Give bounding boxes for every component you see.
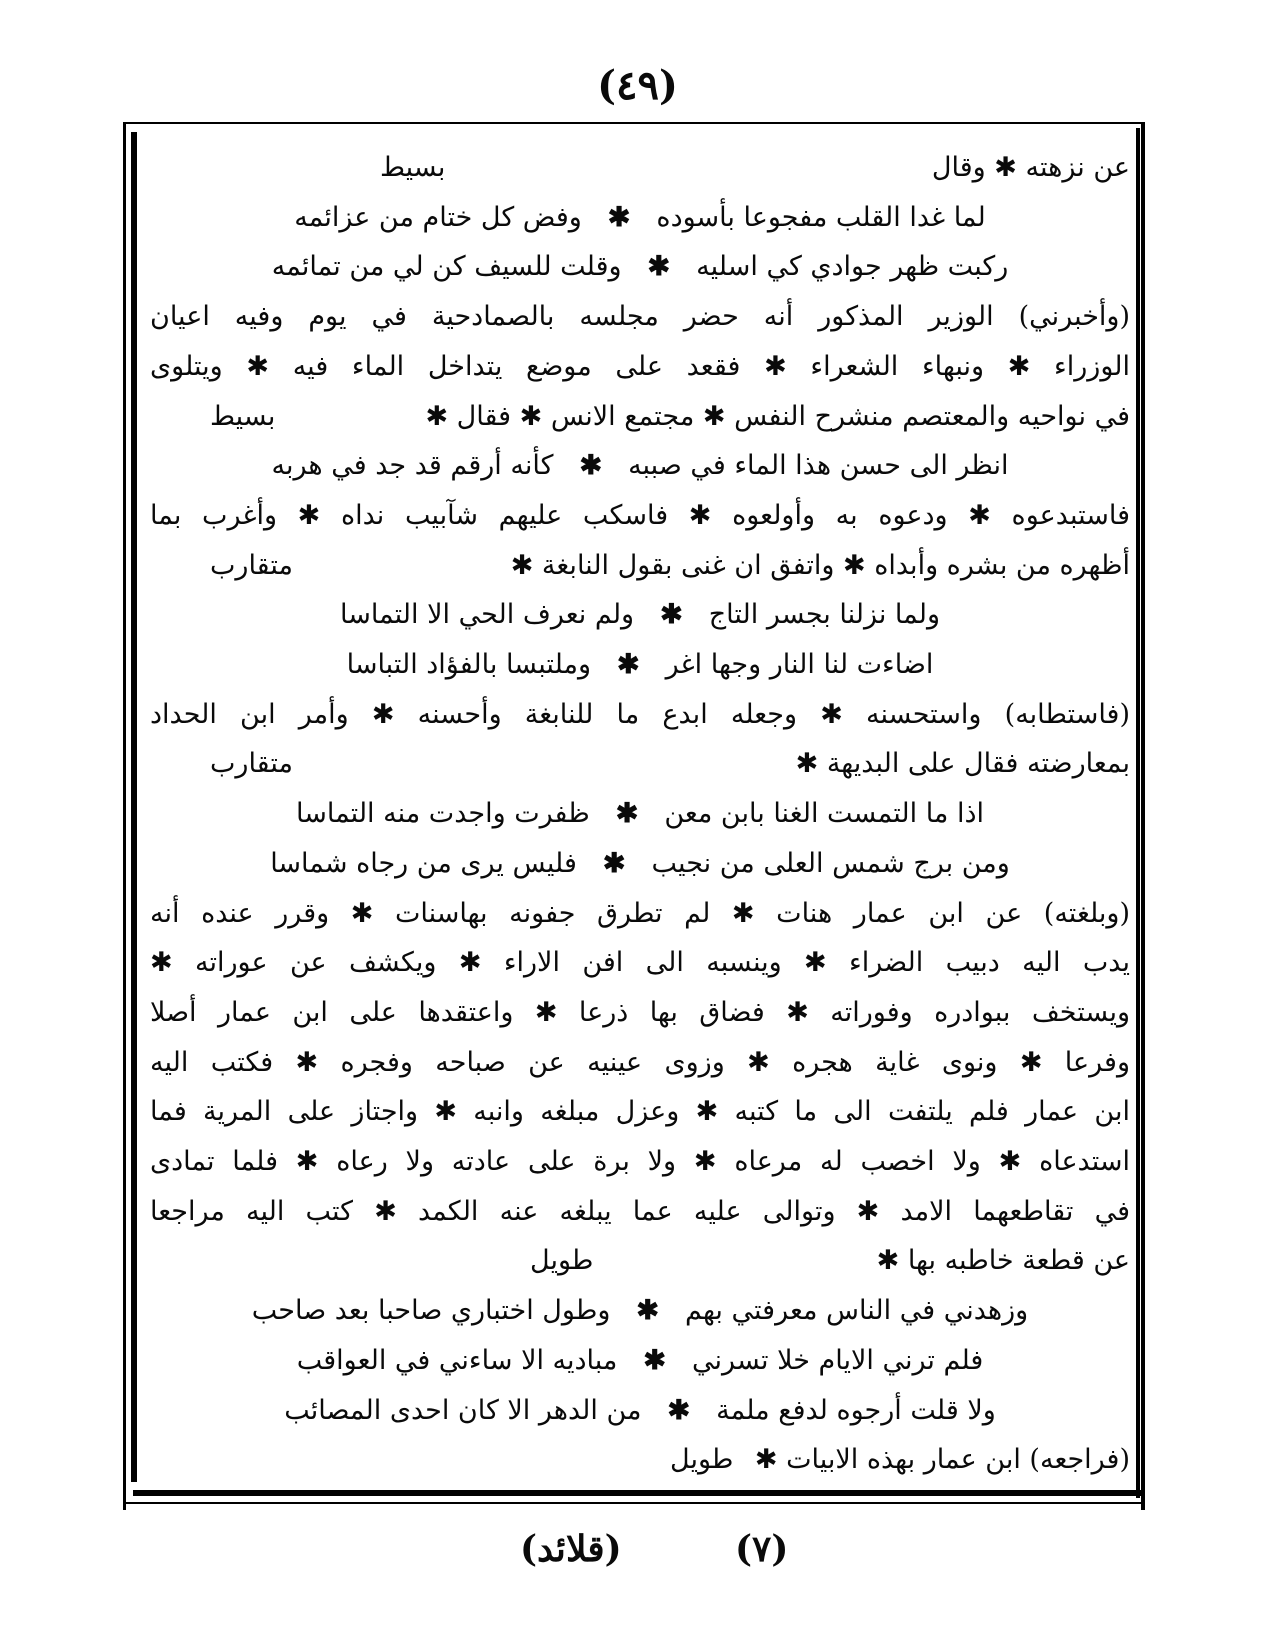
verse-second-hemistich: وفض كل ختام من عزائمه (294, 202, 582, 233)
prose-line: في تقاطعهما الامد ✱ وتوالى عليه عما يبلغه عنه الكمد ✱ كتب اليه مراجعا (150, 1196, 1130, 1227)
star-separator: ✱ (602, 848, 626, 879)
star-separator: ✱ (643, 1345, 667, 1376)
meter-name: بسيط (210, 401, 276, 432)
verse-first-hemistich: اضاءت لنا النار وجها اغر (665, 649, 934, 680)
line-text: عن نزهته ✱ وقال (931, 152, 1130, 183)
verse-second-hemistich: فليس يرى من رجاه شماسا (270, 848, 577, 879)
star-separator: ✱ (617, 649, 640, 680)
meter-label-line (150, 1434, 1130, 1486)
frame-left-rule (131, 132, 137, 1482)
verse-first-hemistich: ركبت ظهر جوادي كي اسليه (696, 251, 1009, 282)
line-text: (فراجعه) ابن عمار بهذه الابيات ✱ (754, 1444, 1130, 1475)
signature-mark: (قلائد) (520, 1528, 622, 1570)
prose-line: استدعاه ✱ ولا اخصب له مرعاه ✱ ولا برة على عادته ولا رعاه ✱ فلما تمادى (150, 1146, 1130, 1177)
verse-first-hemistich: ولما نزلنا بجسر التاج (708, 599, 941, 630)
verse-second-hemistich: من الدهر الا كان احدى المصائب (284, 1395, 642, 1426)
body-text (150, 142, 1130, 1482)
meter-label-line (150, 738, 1130, 790)
prose-line: الوزراء ✱ ونبهاء الشعراء ✱ فقعد على موضع يتداخل الماء فيه ✱ ويتلوى (150, 351, 1130, 382)
frame-bottom-thin-rule (123, 1502, 1145, 1504)
star-separator: ✱ (607, 202, 631, 233)
verse-second-hemistich: وطول اختباري صاحبا بعد صاحب (251, 1295, 611, 1326)
meter-name: طويل (670, 1444, 734, 1475)
prose-line: ويستخف ببوادره وفوراته ✱ فضاق بها ذرعا ✱ واعتقدها على ابن عمار أصلا (150, 997, 1130, 1028)
verse-line (150, 440, 1130, 492)
meter-name: طويل (530, 1245, 594, 1276)
prose-line: ابن عمار فلم يلتفت الى ما كتبه ✱ وعزل مبلغه وانبه ✱ واجتاز على المرية فما (150, 1096, 1130, 1127)
verse-line (150, 1385, 1130, 1437)
prose-line: يدب اليه دبيب الضراء ✱ وينسبه الى افن الاراء ✱ ويكشف عن عوراته ✱ (150, 947, 1130, 978)
meter-label-line (150, 391, 1130, 443)
verse-line (150, 589, 1130, 641)
star-separator: ✱ (615, 798, 639, 829)
meter-label-line (150, 540, 1130, 592)
meter-name: متقارب (210, 748, 293, 779)
verse-line (150, 241, 1130, 293)
line-text: في نواحيه والمعتصم منشرح النفس ✱ مجتمع الانس ✱ فقال ✱ (425, 401, 1130, 432)
line-text: أظهره من بشره وأبداه ✱ واتفق ان غنى بقول النابغة ✱ (510, 550, 1130, 581)
meter-name: بسيط (380, 152, 446, 183)
frame-right-rule (1136, 128, 1140, 1498)
verse-first-hemistich: ومن برج شمس العلى من نجيب (651, 848, 1010, 879)
prose-line: وفرعا ✱ ونوى غاية هجره ✱ وزوى عينيه عن صباحه وفجره ✱ فكتب اليه (150, 1047, 1130, 1078)
sheet-number: (٧) (735, 1528, 789, 1570)
verse-second-hemistich: ظفرت واجدت منه التماسا (296, 798, 590, 829)
verse-first-hemistich: انظر الى حسن هذا الماء في صببه (628, 450, 1009, 481)
verse-line (150, 788, 1130, 840)
verse-second-hemistich: مباديه الا ساءني في العواقب (296, 1345, 618, 1376)
meter-label-line (150, 1235, 1130, 1287)
verse-line (150, 1285, 1130, 1337)
verse-second-hemistich: كأنه أرقم قد جد في هربه (271, 450, 554, 481)
star-separator: ✱ (579, 450, 603, 481)
star-separator: ✱ (660, 599, 683, 630)
prose-line: (فاستطابه) واستحسنه ✱ وجعله ابدع ما للنابغة وأحسنه ✱ وأمر ابن الحداد (150, 699, 1130, 730)
verse-first-hemistich: ولا قلت أرجوه لدفع ملمة (716, 1395, 996, 1426)
prose-line: (وأخبرني) الوزير المذكور أنه حضر مجلسه بالصمادحية في يوم وفيه اعيان (150, 301, 1130, 332)
star-separator: ✱ (636, 1295, 660, 1326)
meter-name: متقارب (210, 550, 293, 581)
prose-line: فاستبدعوه ✱ ودعوه به وأولعوه ✱ فاسكب عليهم شآبيب نداه ✱ وأغرب بما (150, 500, 1130, 531)
verse-second-hemistich: وملتبسا بالفؤاد التباسا (346, 649, 592, 680)
verse-first-hemistich: اذا ما التمست الغنا بابن معن (664, 798, 985, 829)
star-separator: ✱ (647, 251, 671, 282)
page-footer (0, 1520, 1275, 1580)
verse-line (150, 838, 1130, 890)
verse-line (150, 639, 1130, 691)
verse-first-hemistich: لما غدا القلب مفجوعا بأسوده (656, 202, 986, 233)
line-text: بمعارضته فقال على البديهة ✱ (795, 748, 1130, 779)
page-number: (٤٩) (597, 62, 678, 109)
verse-second-hemistich: وقلت للسيف كن لي من تمائمه (271, 251, 622, 282)
verse-first-hemistich: فلم ترني الايام خلا تسرني (692, 1345, 984, 1376)
verse-second-hemistich: ولم نعرف الحي الا التماسا (339, 599, 635, 630)
verse-line (150, 1335, 1130, 1387)
frame-bottom-rule (133, 1490, 1145, 1496)
line-text: عن قطعة خاطبه بها ✱ (876, 1245, 1130, 1276)
verse-first-hemistich: وزهدني في الناس معرفتي بهم (685, 1295, 1029, 1326)
verse-line (150, 192, 1130, 244)
meter-label-line (150, 142, 1130, 194)
prose-line: (وبلغته) عن ابن عمار هنات ✱ لم تطرق جفونه بهاسنات ✱ وقرر عنده أنه (150, 898, 1130, 929)
star-separator: ✱ (667, 1395, 691, 1426)
